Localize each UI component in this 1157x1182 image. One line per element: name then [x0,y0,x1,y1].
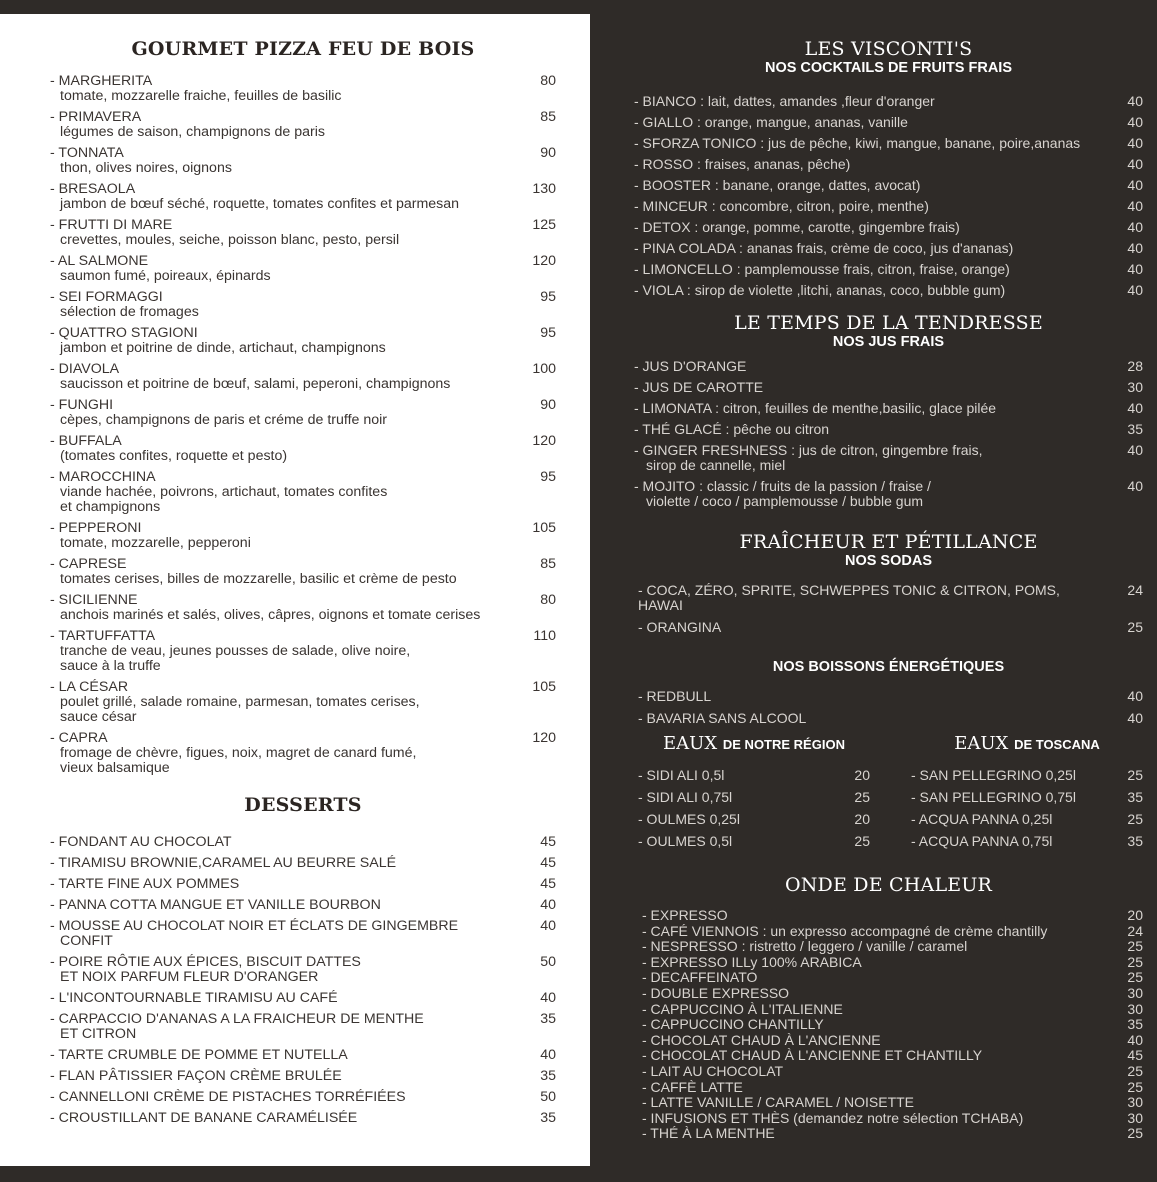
pizza-item [50,182,556,212]
soda-list [634,583,1143,635]
hot-drink-item [642,924,1143,940]
juice-item [634,380,1143,395]
hot-drink-item [642,1017,1143,1033]
cocktail-item-price: 40 [1127,198,1143,214]
cocktail-item-name: - DETOX : orange, pomme, carotte, gingembre frais) [634,219,960,235]
pizza-item [50,362,556,392]
pizza-price: 125 [532,217,556,233]
cocktail-item-name: - MINCEUR : concombre, citron, poire, menthe) [634,198,929,214]
pizza-price: 120 [532,253,556,269]
pizza-description: sauce césar [60,709,137,725]
juice-item [634,479,1143,509]
pizza-price: 90 [540,397,556,413]
cocktail-item-name: - BOOSTER : banane, orange, dattes, avocat) [634,177,921,193]
pizza-price: 110 [533,628,556,644]
water-price: 25 [854,833,870,849]
dessert-name: - FLAN PÂTISSIER FAÇON CRÈME BRULÉE [50,1068,342,1084]
hot-drink-item-price: 30 [1127,1000,1143,1017]
pizza-description: thon, olives noires, oignons [60,160,232,176]
pizza-name: - LA CÉSAR [50,679,129,695]
hot-drinks-list [634,908,1143,1142]
energy-item-name: - BAVARIA SANS ALCOOL [638,710,807,726]
juice-list [634,359,1143,509]
pizza-list [50,74,556,776]
pizza-description: sélection de fromages [60,304,199,320]
hot-drink-item [642,1033,1143,1049]
water-name: - SAN PELLEGRINO 0,25l [911,767,1076,783]
hot-drink-item [642,1048,1143,1064]
hot-drink-item-name: - DECAFFEINATO [642,969,758,986]
water-price: 25 [854,789,870,805]
dessert-name: ET NOIX PARFUM FLEUR D'ORANGER [60,969,319,985]
juice-item-name: - LIMONATA : citron, feuilles de menthe,basilic, glace pilée [634,400,997,416]
hot-drink-item-price: 20 [1127,907,1143,923]
region-waters-title: EAUX DE NOTRE RÉGION [663,733,845,754]
dessert-name: CONFIT [60,933,113,949]
pizza-item [50,521,556,551]
hot-drink-item [642,986,1143,1002]
water-item [638,790,870,805]
pizza-item [50,731,556,776]
soda-item [638,620,1143,635]
cocktail-item-price: 40 [1127,261,1143,277]
dessert-item [50,898,556,913]
cocktail-item-price: 40 [1127,93,1143,109]
cocktail-item-name: - GIALLO : orange, mangue, ananas, vanille [634,114,908,130]
sodas-title: FRAÎCHEUR ET PÉTILLANCE [739,531,1038,553]
dessert-item [50,877,556,892]
water-item [911,768,1143,783]
water-name: - ACQUA PANNA 0,75l [911,833,1053,849]
sodas-subtitle: NOS SODAS [844,553,932,569]
soda-item [638,583,1143,613]
energy-item [638,689,1143,704]
hot-drink-item-name: - NESPRESSO : ristretto / leggero / vanille / caramel [642,938,968,955]
hot-drink-item-price: 30 [1127,984,1143,1001]
cocktail-item-price: 40 [1127,177,1143,193]
cocktail-item [634,283,1143,298]
juice-item-name: - GINGER FRESHNESS : jus de citron, gingembre frais, [634,442,983,458]
hot-drink-item-price: 24 [1127,922,1143,939]
energy-item-price: 40 [1127,688,1143,704]
pizza-description: et champignons [60,499,161,515]
hot-drink-item-price: 25 [1127,1078,1143,1095]
waters-section [634,733,1143,856]
hot-drink-item [642,1064,1143,1080]
hot-drink-item-price: 40 [1127,1031,1143,1048]
water-price: 25 [1127,767,1143,783]
cocktail-item [634,178,1143,193]
dessert-name: - CARPACCIO D'ANANAS A LA FRAICHEUR DE MENTHE [50,1011,424,1027]
energy-list [634,689,1143,726]
hot-drink-item [642,1002,1143,1018]
dessert-price: 45 [540,855,556,871]
water-name: - SIDI ALI 0,75l [638,789,733,805]
water-price: 35 [1127,789,1143,805]
water-item [638,812,870,827]
dessert-name: - MOUSSE AU CHOCOLAT NOIR ET ÉCLATS DE GINGEMBRE [50,918,459,934]
cocktail-item-name: - LIMONCELLO : pamplemousse frais, citron, fraise, orange) [634,261,1010,277]
pizza-name: - DIAVOLA [50,361,120,377]
cocktail-item-price: 40 [1127,156,1143,172]
pizza-description: tomate, mozzarelle fraiche, feuilles de basilic [60,88,342,104]
hot-drink-item-price: 30 [1127,1109,1143,1126]
energy-item [638,711,1143,726]
hot-drink-item [642,1095,1143,1111]
pizza-item [50,398,556,428]
hot-drink-item [642,1080,1143,1096]
dessert-price: 50 [540,954,556,970]
dessert-name: - TIRAMISU BROWNIE,CARAMEL AU BEURRE SALÉ [50,855,397,871]
water-name: - ACQUA PANNA 0,25l [911,811,1053,827]
pizza-name: - FUNGHI [50,397,114,413]
juices-title: LE TEMPS DE LA TENDRESSE [734,312,1043,334]
hot-drinks-title: ONDE DE CHALEUR [784,874,993,896]
pizza-description: saucisson et poitrine de bœuf, salami, peperoni, champignons [60,376,451,392]
juice-item-name: violette / coco / pamplemousse / bubble gum [646,493,924,509]
juice-item-name: sirop de cannelle, miel [646,457,786,473]
pizza-section-title: GOURMET PIZZA FEU DE BOIS [131,38,475,60]
hot-drink-item-price: 25 [1127,969,1143,986]
pizza-item [50,557,556,587]
hot-drink-item-price: 25 [1127,953,1143,970]
drinks-menu-panel [592,14,1157,1166]
pizza-price: 85 [540,109,556,125]
pizza-price: 80 [540,592,556,608]
toscana-waters-title: EAUX DE TOSCANA [954,733,1100,754]
cocktail-item [634,262,1143,277]
pizza-description: poulet grillé, salade romaine, parmesan, tomates cerises, [60,694,420,710]
juice-item-price: 30 [1127,379,1143,395]
hot-drink-item [642,1126,1143,1142]
pizza-description: anchois marinés et salés, olives, câpres, oignons et tomate cerises [60,607,481,623]
pizza-description: cèpes, champignons de paris et créme de truffe noir [60,412,388,428]
hot-drink-item-name: - EXPRESSO ILLy 100% ARABICA [642,953,862,970]
pizza-price: 80 [540,73,556,89]
water-price: 35 [1127,833,1143,849]
energy-item-name: - REDBULL [638,688,712,704]
cocktail-item [634,115,1143,130]
dessert-item [50,991,556,1006]
hot-drink-item-name: - CAPPUCCINO CHANTILLY [642,1016,824,1033]
hot-drink-item-price: 25 [1127,1125,1143,1142]
juice-item-name: - MOJITO : classic / fruits de la passion / fraise / [634,478,931,494]
water-price: 25 [1127,811,1143,827]
hot-drink-item-name: - CAFFÈ LATTE [642,1078,743,1095]
pizza-name: - BRESAOLA [50,181,136,197]
dessert-item [50,1090,556,1105]
pizza-description: jambon de bœuf séché, roquette, tomates confites et parmesan [60,196,460,212]
pizza-name: - MAROCCHINA [50,469,156,485]
pizza-item [50,290,556,320]
food-menu-panel [0,14,590,1166]
pizza-price: 95 [540,289,556,305]
pizza-description: tranche de veau, jeunes pousses de salade, olive noire, [60,643,411,659]
hot-drink-item-name: - DOUBLE EXPRESSO [642,984,790,1001]
desserts-section-title: DESSERTS [244,794,362,816]
dessert-name: - TARTE CRUMBLE DE POMME ET NUTELLA [50,1047,348,1063]
dessert-price: 35 [540,1110,556,1126]
cocktail-item-price: 40 [1127,135,1143,151]
hot-drink-item-name: - INFUSIONS ET THÈS (demandez notre sélection TCHABA) [642,1109,1024,1126]
cocktail-item [634,157,1143,172]
hot-drink-item [642,955,1143,971]
water-price: 20 [854,811,870,827]
cocktail-item [634,220,1143,235]
pizza-price: 105 [532,679,556,695]
pizza-item [50,254,556,284]
pizza-price: 85 [540,556,556,572]
dessert-price: 40 [540,990,556,1006]
dessert-item [50,1012,556,1042]
soda-item-name: - COCA, ZÉRO, SPRITE, SCHWEPPES TONIC & CITRON, POMS, HAWAI [638,582,1060,613]
pizza-name: - CAPRA [50,730,108,746]
dessert-item [50,919,556,949]
dessert-price: 35 [540,1011,556,1027]
juice-item-price: 35 [1127,421,1143,437]
dessert-item [50,1048,556,1063]
pizza-price: 90 [540,145,556,161]
dessert-item [50,1069,556,1084]
dessert-price: 50 [540,1089,556,1105]
dessert-price: 40 [540,1047,556,1063]
dessert-price: 45 [540,876,556,892]
juice-item-price: 28 [1127,358,1143,374]
pizza-description: crevettes, moules, seiche, poisson blanc, pesto, persil [60,232,400,248]
cocktail-item-price: 40 [1127,240,1143,256]
cocktail-item [634,199,1143,214]
hot-drink-item [642,970,1143,986]
dessert-price: 45 [540,834,556,850]
juices-subtitle: NOS JUS FRAIS [832,334,945,350]
cocktails-subtitle: NOS COCKTAILS DE FRUITS FRAIS [764,60,1013,76]
water-item [911,790,1143,805]
dessert-price: 40 [540,918,556,934]
water-item [911,812,1143,827]
hot-drink-item-price: 35 [1127,1016,1143,1033]
pizza-name: - FRUTTI DI MARE [50,217,173,233]
pizza-name: - CAPRESE [50,556,127,572]
hot-drink-item-name: - THÉ À LA MENTHE [642,1125,775,1142]
hot-drink-item-name: - CAFÉ VIENNOIS : un expresso accompagné de crème chantilly [642,922,1048,939]
juice-item-price: 40 [1127,478,1143,494]
hot-drink-item-name: - CAPPUCCINO À L'ITALIENNE [642,1000,843,1017]
pizza-description: tomate, mozzarelle, pepperoni [60,535,251,551]
water-name: - OULMES 0,25l [638,811,740,827]
pizza-name: - QUATTRO STAGIONI [50,325,198,341]
cocktails-title: LES VISCONTI'S [804,38,973,60]
cocktail-item-name: - ROSSO : fraises, ananas, pêche) [634,156,851,172]
pizza-item [50,218,556,248]
pizza-name: - PEPPERONI [50,520,142,536]
hot-drink-item [642,939,1143,955]
pizza-name: - BUFFALA [50,433,122,449]
juice-item-name: - JUS DE CAROTTE [634,379,764,395]
water-name: - OULMES 0,5l [638,833,733,849]
pizza-price: 105 [532,520,556,536]
pizza-price: 100 [532,361,556,377]
dessert-name: - FONDANT AU CHOCOLAT [50,834,232,850]
pizza-item [50,680,556,725]
dessert-item [50,1111,556,1126]
hot-drink-item-name: - LATTE VANILLE / CARAMEL / NOISETTE [642,1094,915,1111]
hot-drink-item-price: 25 [1127,938,1143,955]
juice-item [634,359,1143,374]
cocktail-item-name: - VIOLA : sirop de violette ,litchi, ananas, coco, bubble gum) [634,282,1006,298]
pizza-description: fromage de chèvre, figues, noix, magret de canard fumé, [60,745,417,761]
cocktail-item-name: - PINA COLADA : ananas frais, crème de coco, jus d'ananas) [634,240,1014,256]
pizza-name: - SICILIENNE [50,592,138,608]
cocktail-item-price: 40 [1127,114,1143,130]
dessert-price: 40 [540,897,556,913]
pizza-description: viande hachée, poivrons, artichaut, tomates confites [60,484,388,500]
dessert-name: ET CITRON [60,1026,137,1042]
pizza-price: 120 [532,730,556,746]
pizza-name: - AL SALMONE [50,253,149,269]
soda-item-price: 25 [1127,619,1143,635]
region-waters [634,733,870,856]
water-name: - SIDI ALI 0,5l [638,767,725,783]
pizza-price: 95 [540,469,556,485]
pizza-item [50,629,556,674]
pizza-item [50,470,556,515]
soda-item-name: - ORANGINA [638,619,722,635]
pizza-item [50,74,556,104]
hot-drink-item-name: - LAIT AU CHOCOLAT [642,1062,784,1079]
pizza-price: 130 [532,181,556,197]
pizza-description: tomates cerises, billes de mozzarelle, basilic et crème de pesto [60,571,457,587]
pizza-item [50,434,556,464]
pizza-description: jambon et poitrine de dinde, artichaut, champignons [60,340,386,356]
pizza-price: 120 [532,433,556,449]
energy-item-price: 40 [1127,710,1143,726]
pizza-description: légumes de saison, champignons de paris [60,124,325,140]
dessert-name: - L'INCONTOURNABLE TIRAMISU AU CAFÉ [50,990,338,1006]
juice-item-price: 40 [1127,400,1143,416]
hot-drink-item-name: - CHOCOLAT CHAUD À L'ANCIENNE [642,1031,881,1048]
dessert-list [50,835,556,1126]
pizza-item [50,146,556,176]
dessert-name: - CROUSTILLANT DE BANANE CARAMÉLISÉE [50,1110,358,1126]
cocktail-item-price: 40 [1127,219,1143,235]
pizza-name: - MARGHERITA [50,73,153,89]
cocktail-list [634,94,1143,298]
dessert-name: - PANNA COTTA MANGUE ET VANILLE BOURBON [50,897,381,913]
pizza-name: - TARTUFFATTA [50,628,156,644]
hot-drink-item-price: 25 [1127,1062,1143,1079]
pizza-name: - SEI FORMAGGI [50,289,163,305]
dessert-price: 35 [540,1068,556,1084]
water-item [911,834,1143,849]
pizza-description: (tomates confites, roquette et pesto) [60,448,288,464]
juice-item-name: - THÉ GLACÉ : pêche ou citron [634,421,830,437]
cocktail-item [634,136,1143,151]
pizza-name: - PRIMAVERA [50,109,142,125]
juice-item-price: 40 [1127,442,1143,458]
pizza-item [50,110,556,140]
hot-drink-item [642,1111,1143,1127]
juice-item [634,401,1143,416]
dessert-name: - TARTE FINE AUX POMMES [50,876,240,892]
dessert-item [50,955,556,985]
pizza-item [50,326,556,356]
juice-item [634,443,1143,473]
hot-drink-item-name: - EXPRESSO [642,907,728,923]
cocktail-item-name: - SFORZA TONICO : jus de pêche, kiwi, mangue, banane, poire,ananas [634,135,1081,151]
energy-subtitle: NOS BOISSONS ÉNERGÉTIQUES [772,659,1005,675]
hot-drink-item-price: 30 [1127,1094,1143,1111]
pizza-description: saumon fumé, poireaux, épinards [60,268,271,284]
cocktail-item [634,241,1143,256]
hot-drink-item-name: - CHOCOLAT CHAUD À L'ANCIENNE ET CHANTILLY [642,1047,983,1064]
pizza-price: 95 [540,325,556,341]
juice-item-name: - JUS D'ORANGE [634,358,747,374]
water-price: 20 [854,767,870,783]
cocktail-item [634,94,1143,109]
toscana-waters [911,733,1143,856]
pizza-description: sauce à la truffe [60,658,161,674]
dessert-item [50,856,556,871]
hot-drink-item [642,908,1143,924]
pizza-name: - TONNATA [50,145,124,161]
juice-item [634,422,1143,437]
pizza-item [50,593,556,623]
water-item [638,768,870,783]
cocktail-item-price: 40 [1127,282,1143,298]
hot-drink-item-price: 45 [1127,1047,1143,1064]
cocktail-item-name: - BIANCO : lait, dattes, amandes ,fleur d'oranger [634,93,935,109]
dessert-name: - POIRE RÔTIE AUX ÉPICES, BISCUIT DATTES [50,954,361,970]
soda-item-price: 24 [1127,582,1143,598]
water-name: - SAN PELLEGRINO 0,75l [911,789,1076,805]
pizza-description: vieux balsamique [60,760,170,776]
dessert-item [50,835,556,850]
dessert-name: - CANNELLONI CRÈME DE PISTACHES TORRÉFIÉES [50,1089,406,1105]
water-item [638,834,870,849]
